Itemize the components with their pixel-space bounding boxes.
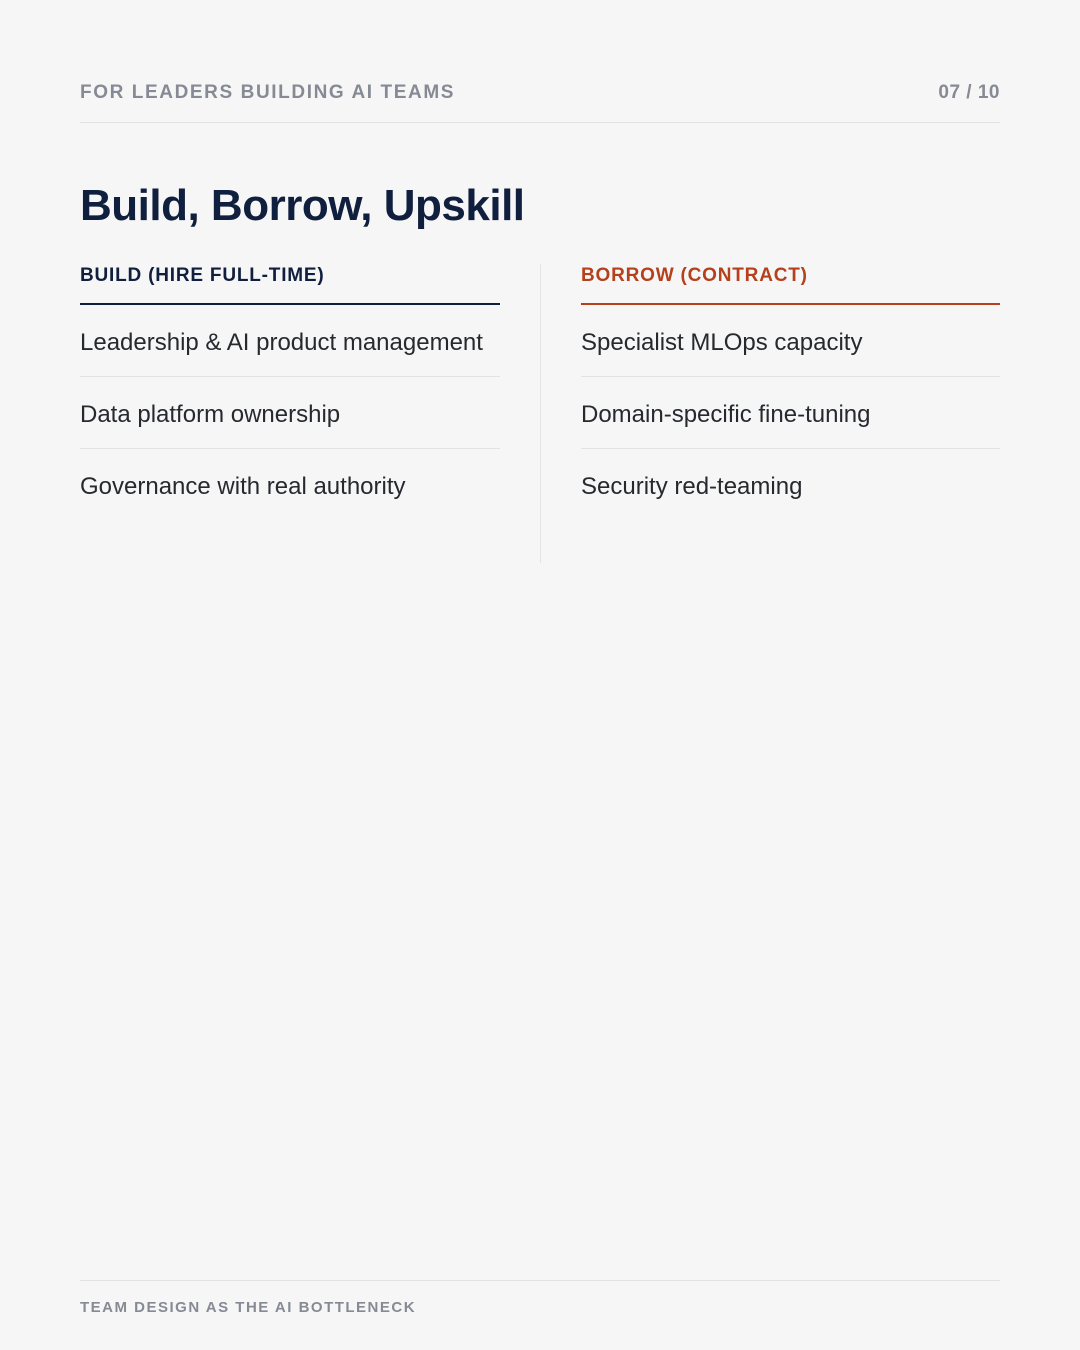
list-item: Leadership & AI product management — [80, 305, 500, 377]
slide-footer — [80, 1280, 1000, 1316]
list-item: Security red-teaming — [581, 473, 803, 500]
borrow-item-list — [581, 305, 1000, 520]
build-column-heading: BUILD (HIRE FULL-TIME) — [80, 264, 500, 305]
borrow-column — [581, 264, 1000, 520]
list-item: Governance with real authority — [80, 473, 406, 500]
build-column — [80, 264, 500, 520]
list-item: Domain-specific fine-tuning — [581, 377, 1000, 449]
slide-title: Build, Borrow, Upskill — [80, 181, 525, 230]
list-item: Specialist MLOps capacity — [581, 305, 1000, 377]
kicker-label: FOR LEADERS BUILDING AI TEAMS — [80, 82, 456, 103]
list-item: Data platform ownership — [80, 377, 500, 449]
column-divider — [540, 264, 541, 563]
slide-page — [80, 0, 1000, 1350]
borrow-column-heading: BORROW (CONTRACT) — [581, 264, 1000, 305]
slide-header — [80, 80, 1000, 123]
build-item-list — [80, 305, 500, 520]
page-number: 07 / 10 — [938, 82, 1000, 103]
footer-label: TEAM DESIGN AS THE AI BOTTLENECK — [80, 1299, 417, 1316]
